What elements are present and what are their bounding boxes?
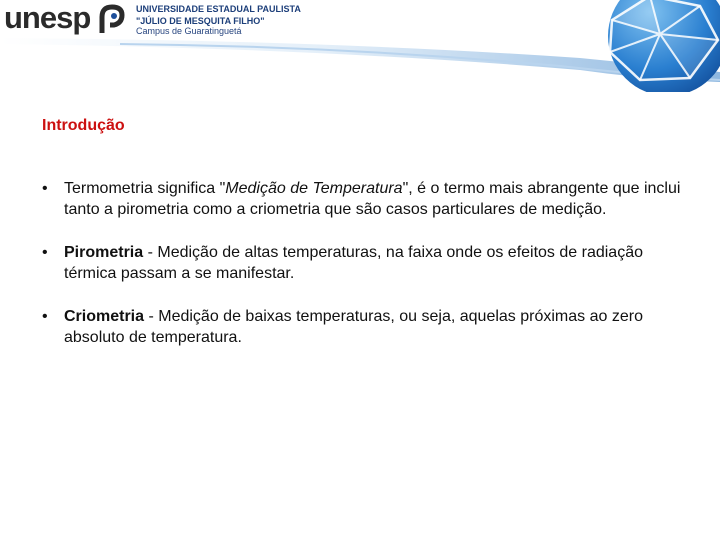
unesp-logo: unesp [4,0,91,35]
campus-name: Campus de Guaratinguetá [136,26,242,36]
unesp-emblem-icon [98,3,128,37]
slide-header [0,0,720,92]
institution-name: UNIVERSIDADE ESTADUAL PAULISTA [136,4,301,14]
bullet-marker: • [42,308,48,325]
bullet-text: - Medição de altas temperaturas, na faixa onde os efeitos de radiação térmica passam a se manifestar. [64,244,643,282]
bullet-list [40,178,690,370]
bullet-marker: • [42,244,48,261]
bullet-text: - Medição de baixas temperaturas, ou seja, aquelas próximas ao zero absoluto de temperatura. [64,308,643,346]
bullet-termometria [40,178,690,220]
slide-title: Introdução [42,117,125,134]
bullet-emphasis: Medição de Temperatura [225,180,403,197]
bullet-criometria [40,306,690,348]
institution-subtitle: "JÚLIO DE MESQUITA FILHO" [136,16,265,26]
bullet-text-post: ", é o termo mais abrangente que inclui tanto a pirometria como a criometria que são casos particulares de medição. [64,180,681,218]
bullet-term: Criometria [64,308,145,325]
bullet-marker: • [42,180,48,197]
bullet-pirometria [40,242,690,284]
bullet-text-pre: Termometria significa " [64,180,226,197]
bullet-term: Pirometria [64,244,144,261]
